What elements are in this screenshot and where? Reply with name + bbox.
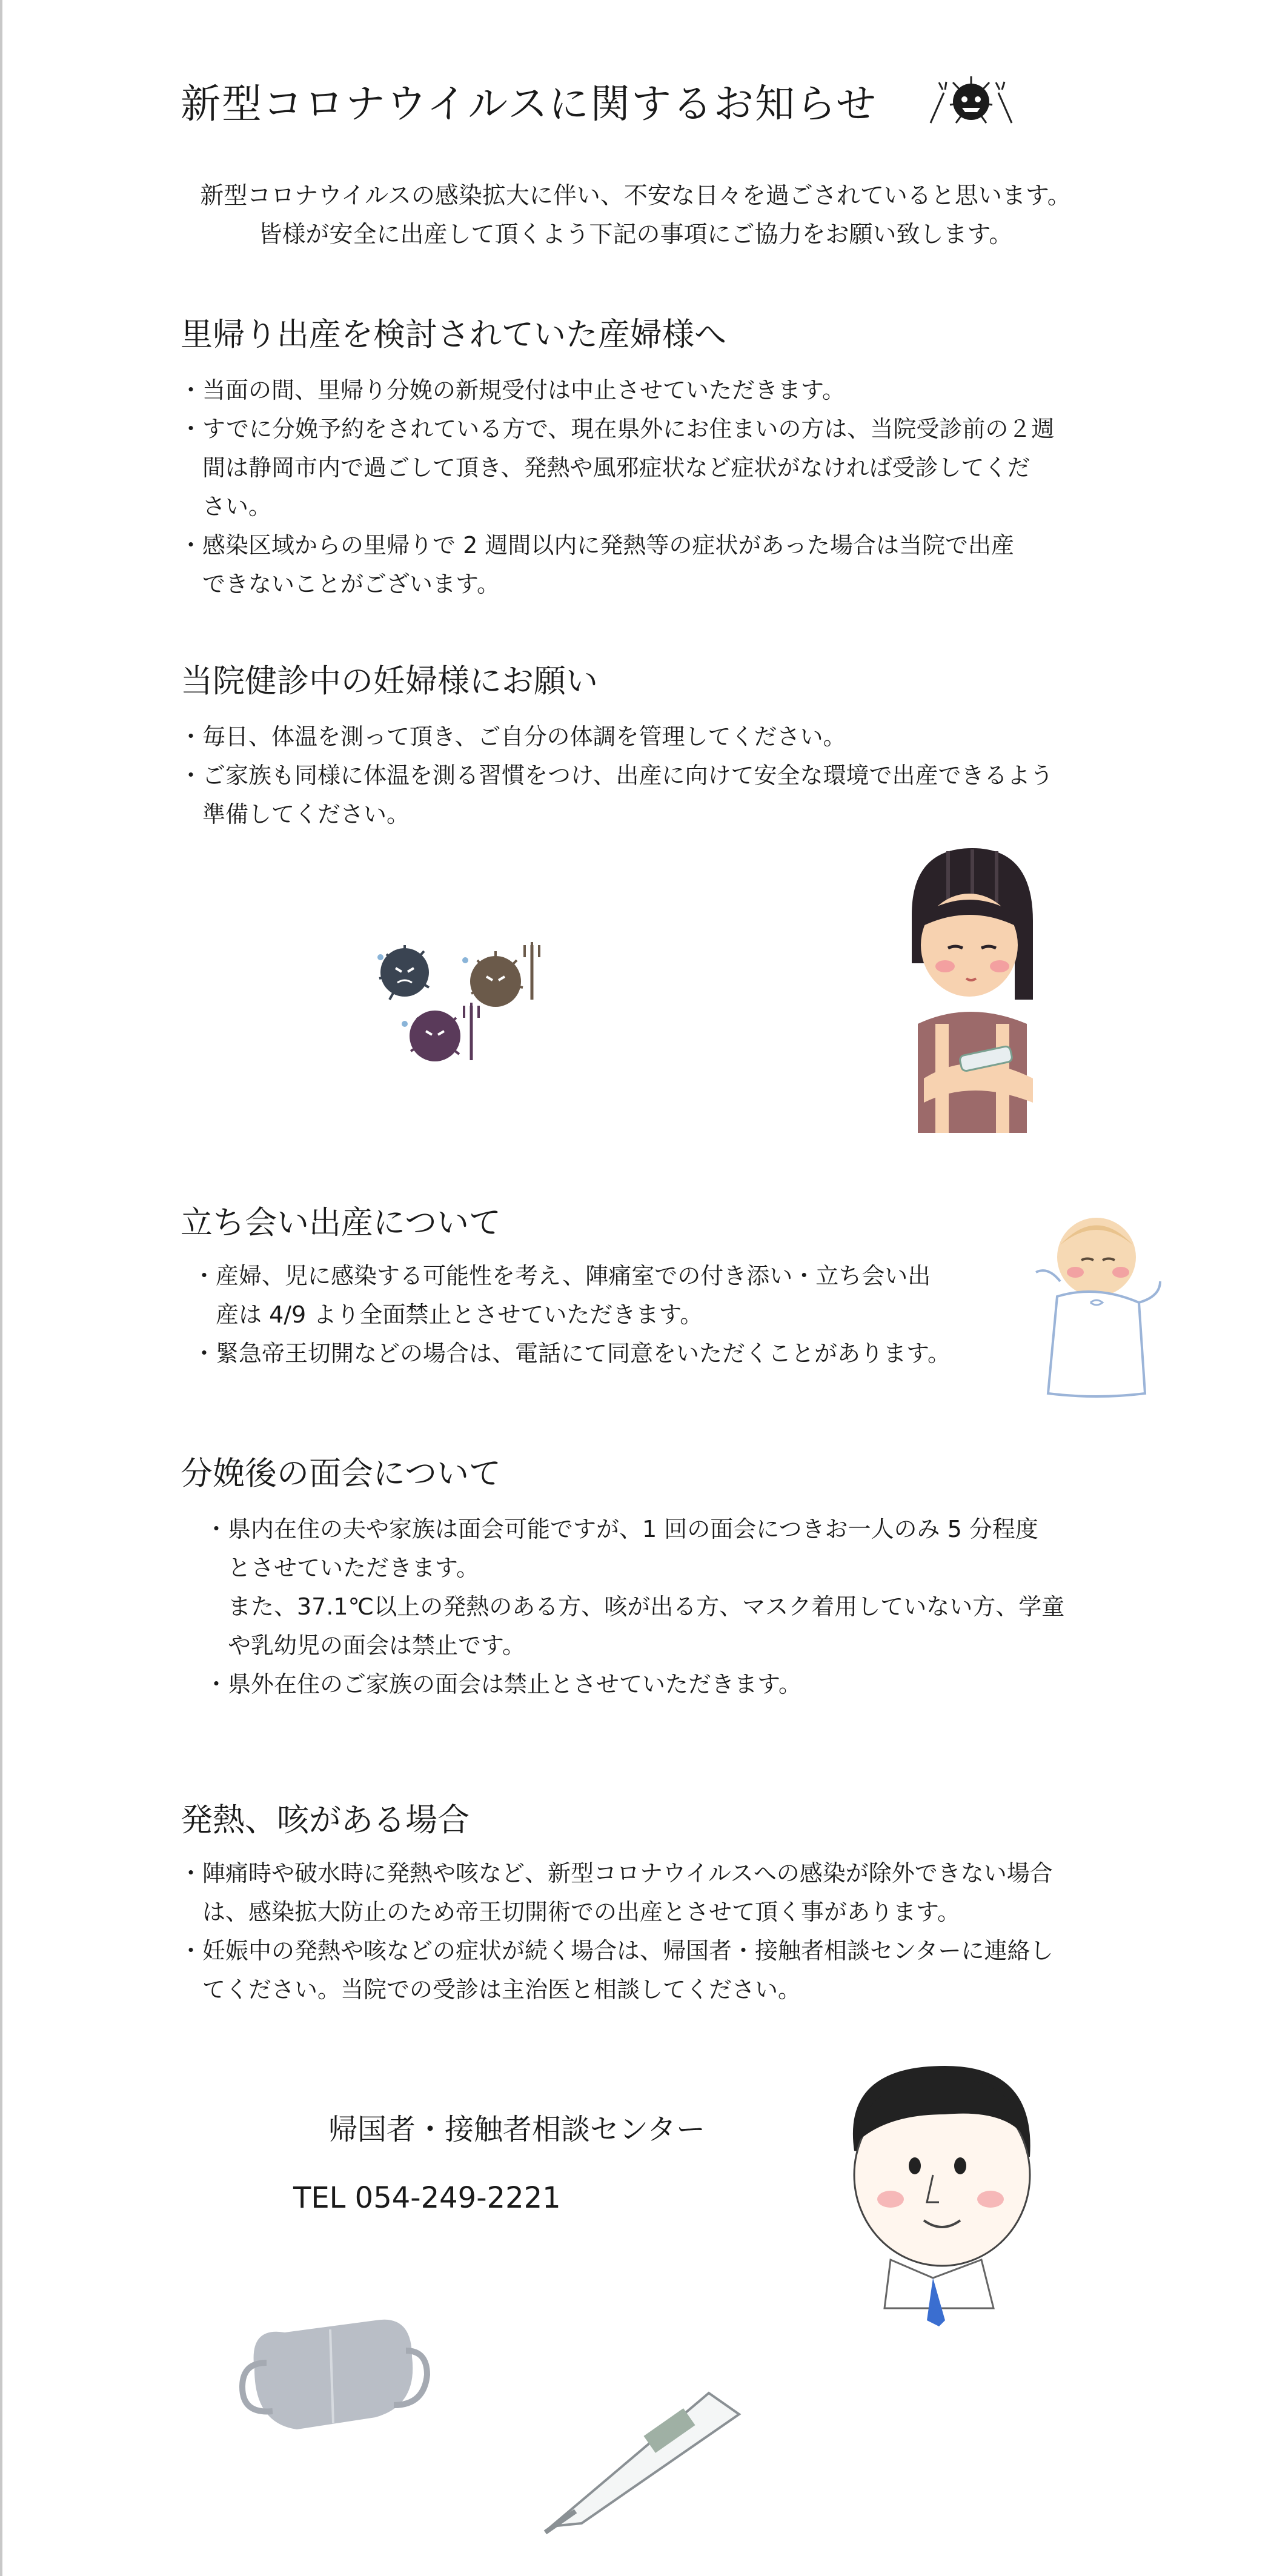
bullet-line: ・県外在住のご家族の面会は禁止とさせていただきます。: [205, 1671, 801, 1698]
section-heading-fever: 発熱、咳がある場合: [181, 1802, 470, 1839]
baby-icon: [1024, 1212, 1169, 1399]
woman-thermometer-icon: [881, 842, 1063, 1145]
intro-line: 新型コロナウイルスの感染拡大に伴い、不安な日々を過ごされていると思います。: [200, 182, 1071, 210]
bullet-line: 間は静岡市内で過ごして頂き、発熱や風邪症状など症状がなければ受診してくだ: [179, 454, 1030, 481]
virus-group-icon: [368, 933, 562, 1078]
intro-line: 皆様が安全に出産して頂くよう下記の事項にご協力をお願い致します。: [258, 221, 1013, 248]
page-title: 新型コロナウイルスに関するお知らせ: [181, 81, 878, 127]
bullet-line: は、感染拡大防止のため帝王切開術での出産とさせて頂く事があります。: [179, 1899, 960, 1925]
section-body-attendance: [193, 1256, 951, 1373]
bullet-line: てください。当院での受診は主治医と相談してください。: [179, 1976, 801, 2003]
bullet-line: 産は 4/9 より全面禁止とさせていただきます。: [193, 1301, 703, 1328]
bullet-line: とさせていただきます。: [205, 1555, 479, 1581]
bullet-line: また、37.1℃以上の発熱のある方、咳が出る方、マスク着用していない方、学童: [205, 1593, 1065, 1620]
bullet-line: や乳幼児の面会は禁止です。: [205, 1632, 525, 1659]
bullet-line: ・ご家族も同様に体温を測る習慣をつけ、出産に向けて安全な環境で出産できるよう: [179, 762, 1054, 789]
section-heading-visitation: 分娩後の面会について: [181, 1455, 501, 1492]
bullet-line: さい。: [179, 493, 272, 520]
bullet-line: ・毎日、体温を測って頂き、ご自分の体調を管理してください。: [179, 723, 846, 750]
man-face-icon: [830, 2054, 1060, 2326]
thermometer-icon: [539, 2381, 757, 2538]
bullet-line: ・感染区域からの里帰りで 2 週間以内に発熱等の症状があった場合は当院で出産: [179, 532, 1014, 559]
section-heading-attendance: 立ち会い出産について: [181, 1204, 501, 1241]
bullet-line: 準備してください。: [179, 801, 410, 828]
bullet-line: ・陣痛時や破水時に発熱や咳など、新型コロナウイルスへの感染が除外できない場合: [179, 1860, 1053, 1887]
bullet-line: ・当面の間、里帰り分娩の新規受付は中止させていただきます。: [179, 377, 845, 403]
mask-icon: [230, 2302, 430, 2442]
bullet-line: ・緊急帝王切開などの場合は、電話にて同意をいただくことがあります。: [193, 1340, 951, 1367]
bullet-line: ・産婦、児に感染する可能性を考え、陣痛室での付き添い・立ち会い出: [193, 1263, 931, 1289]
contact-center-name: 帰国者・接触者相談センター: [328, 2113, 706, 2146]
section-heading-checkup: 当院健診中の妊婦様にお願い: [181, 663, 598, 700]
section-heading-satogaeri: 里帰り出産を検討されていた産婦様へ: [181, 316, 726, 353]
section-body-visitation: [205, 1510, 1064, 1704]
bullet-line: ・県内在住の夫や家族は面会可能ですが、1 回の面会につきお一人のみ 5 分程度: [205, 1516, 1038, 1542]
intro-text: [0, 177, 1271, 254]
section-body-satogaeri: [179, 371, 1054, 603]
section-body-fever: [179, 1854, 1053, 2009]
section-body-checkup: [179, 717, 1053, 834]
page-border: [0, 0, 2, 2576]
virus-icon: [926, 71, 1017, 132]
bullet-line: できないことがございます。: [179, 571, 500, 597]
contact-tel: TEL 054-249-2221: [293, 2181, 561, 2215]
bullet-line: ・妊娠中の発熱や咳などの症状が続く場合は、帰国者・接触者相談センターに連絡し: [179, 1937, 1054, 1964]
bullet-line: ・すでに分娩予約をされている方で、現在県外にお住まいの方は、当院受診前の２週: [179, 416, 1055, 442]
